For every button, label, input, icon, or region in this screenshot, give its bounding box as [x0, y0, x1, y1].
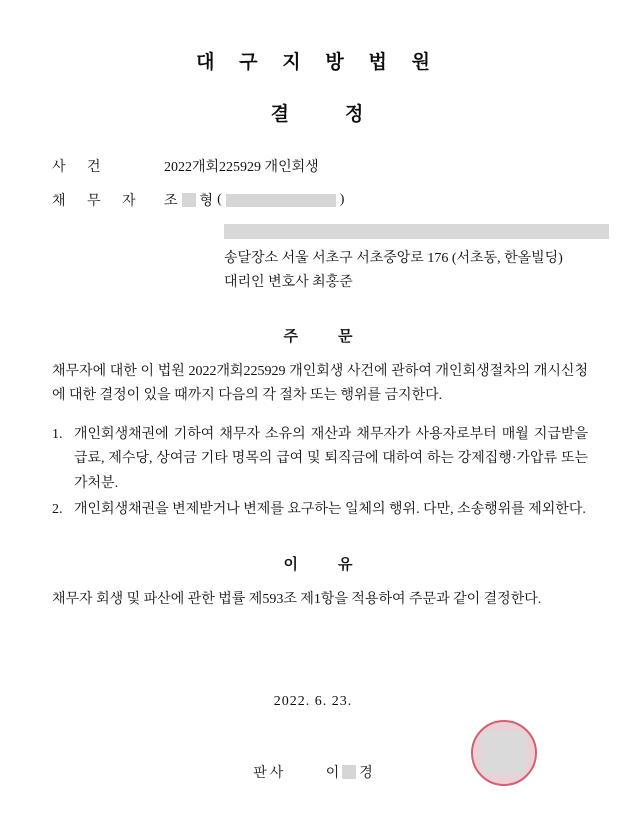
- legal-agent-line: 대리인 변호사 최홍준: [224, 274, 353, 290]
- judge-name: [326, 762, 373, 782]
- main-heading-right: 문: [338, 328, 353, 345]
- list-item-number: 1.: [52, 426, 63, 442]
- reason-heading-left: 이: [283, 556, 298, 573]
- seal-redaction: [481, 732, 527, 774]
- redaction-block-id: [226, 194, 336, 207]
- judge-label: 판사: [253, 766, 287, 782]
- judge-name-last: 경: [359, 766, 373, 782]
- list-item-text: 개인회생채권에 기하여 채무자 소유의 재산과 채무자가 사용자로부터 매월 지급받을 급료, 제수당, 상여금 기타 명목의 급여 및 퇴직금에 대하여 하는 강제집행·가압류 또는 가처분.: [74, 426, 588, 491]
- case-row: [52, 156, 636, 176]
- case-label: 사 건: [52, 160, 110, 175]
- reason-heading: [0, 553, 636, 574]
- debtor-row: [52, 190, 636, 210]
- list-item: [52, 423, 588, 497]
- judge-line: [0, 762, 636, 782]
- paren-open: (: [217, 192, 222, 207]
- debtor-value: [164, 190, 344, 210]
- debtor-name-last: 형: [199, 194, 214, 209]
- case-value: 2022개회225929 개인회생: [164, 160, 319, 175]
- reason-heading-right: 유: [338, 556, 353, 573]
- document-type-right: 정: [345, 104, 366, 125]
- debtor-name-first: 조: [164, 194, 178, 209]
- reason-paragraph: 채무자 회생 및 파산에 관한 법률 제593조 제1항을 적용하여 주문과 같이 결정한다.: [52, 591, 542, 607]
- redaction-block-name: [182, 193, 196, 207]
- redaction-block-address: [224, 224, 609, 239]
- delivery-address-line: 송달장소 서울 서초구 서초중앙로 176 (서초동, 한올빌딩): [224, 251, 563, 266]
- document-type-heading: [0, 99, 636, 126]
- list-item-text: 개인회생채권을 변제받거나 변제를 요구하는 일체의 행위. 다만, 소송행위를 제외한다.: [74, 502, 586, 518]
- debtor-label: 채 무 자: [52, 194, 145, 209]
- redaction-block-judge: [342, 765, 356, 779]
- judge-name-first: 이: [325, 766, 340, 782]
- main-heading-left: 주: [283, 328, 298, 345]
- delivery-address-block: [52, 247, 636, 295]
- paren-close: ): [339, 192, 345, 207]
- main-paragraph: 채무자에 대한 이 법원 2022개회225929 개인회생 사건에 관하여 개인회생절차의 개시신청에 대한 결정이 있을 때까지 다음의 각 절차 또는 행위를 금지한다.: [52, 363, 588, 404]
- main-text-heading: [0, 325, 636, 346]
- case-fields: [0, 156, 636, 295]
- court-title: 대 구 지 방 법 원: [196, 52, 440, 73]
- list-item: [52, 498, 588, 523]
- document-page: [0, 47, 636, 821]
- court-seal-icon: [471, 720, 537, 786]
- list-item-number: 2.: [52, 502, 63, 518]
- document-type-left: 결: [270, 104, 291, 125]
- prohibition-list: [0, 423, 636, 523]
- decision-date: 2022. 6. 23.: [273, 694, 353, 710]
